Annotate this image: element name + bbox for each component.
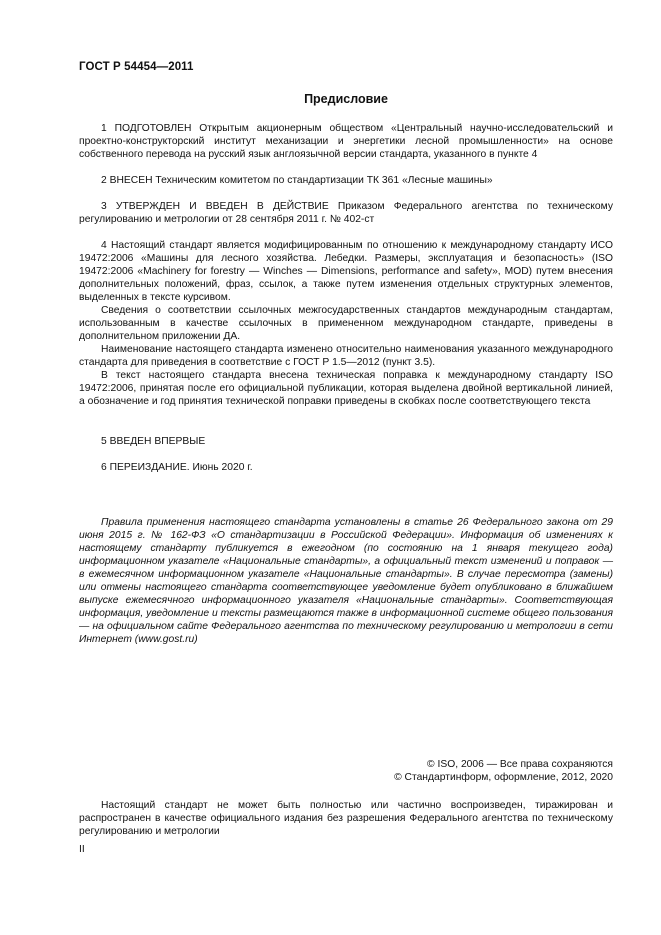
preface-title: Предисловие bbox=[304, 92, 388, 106]
document-code: ГОСТ Р 54454—2011 bbox=[79, 61, 194, 73]
copyright-iso: © ISO, 2006 — Все права сохраняются bbox=[427, 759, 613, 770]
preface-item-2: 2 ВНЕСЕН Техническим комитетом по стандартизации ТК 361 «Лесные машины» bbox=[101, 175, 493, 186]
page-number: II bbox=[79, 844, 85, 855]
copyright-standartinform: © Стандартинформ, оформление, 2012, 2020 bbox=[394, 772, 613, 783]
preface-item-3: 3 УТВЕРЖДЕН И ВВЕДЕН В ДЕЙСТВИЕ Приказом Федерального агентства по техническому регулированию и метрологии от 28 сентября 2011 г. № 402-ст bbox=[79, 201, 613, 225]
preface-item-4-references: Сведения о соответствии ссылочных межгосударственных стандартов международным стандартам, использованным в качестве ссылочных в примененном международном стандарте, приведены в дополнительном приложении ДА. bbox=[79, 305, 613, 342]
preface-item-4-correction: В текст настоящего стандарта внесена техническая поправка к международному стандарту ISO 19472:2006, принятая после его официальной публикации, которая выделена двойной вертикальной линией, а обозначение и год принятия технической поправки приведены в скобках после соответствующего текста bbox=[79, 370, 613, 407]
reproduction-notice: Настоящий стандарт не может быть полностью или частично воспроизведен, тиражирован и распространен в качестве официального издания без разрешения Федерального агентства по техническому регулированию и метрологии bbox=[79, 800, 613, 837]
preface-item-4: 4 Настоящий стандарт является модифицированным по отношению к международному стандарту ИСО 19472:2006 «Машины для лесного хозяйства. Лебедки. Размеры, эксплуатация и безопасность» (ISO 19472:2006 «Machinery for forestry — Winches — Dimensions, performance and safety», MOD) путем внесения дополнительных положений, фраз, ссылок, а также путем изменения отдельных структурных элементов, выделенных в тексте курсивом. bbox=[79, 240, 613, 303]
preface-item-5: 5 ВВЕДЕН ВПЕРВЫЕ bbox=[101, 436, 206, 447]
preface-item-1: 1 ПОДГОТОВЛЕН Открытым акционерным обществом «Центральный научно-исследовательский и проектно-конструкторский институт механизации и энергетики лесной промышленности» на основе собственного перевода на русский язык англоязычной версии стандарта, указанного в пункте 4 bbox=[79, 123, 613, 160]
application-rules-notice: Правила применения настоящего стандарта установлены в статье 26 Федерального закона от 29 июня 2015 г. № 162-ФЗ «О стандартизации в Российской Федерации». Информация об изменениях к настоящему стандарту публикуется в ежегодном (по состоянию на 1 января текущего года) информационном указателе «Национальные стандарты», а официальный текст изменений и поправок — в ежемесячном информационном указателе «Национальные стандарты». В случае пересмотра (замены) или отмены настоящего стандарта соответствующее уведомление будет опубликовано в ближайшем выпуске ежемесячного информационного указателя «Национальные стандарты». Соответствующая информация, уведомление и тексты размещаются также в информационной системе общего пользования — на официальном сайте Федерального агентства по техническому регулированию и метрологии в сети Интернет (www.gost.ru) bbox=[79, 517, 613, 645]
preface-item-4-title-change: Наименование настоящего стандарта изменено относительно наименования указанного международного стандарта для приведения в соответствие с ГОСТ Р 1.5—2012 (пункт 3.5). bbox=[79, 344, 613, 368]
preface-item-6: 6 ПЕРЕИЗДАНИЕ. Июнь 2020 г. bbox=[101, 462, 253, 473]
